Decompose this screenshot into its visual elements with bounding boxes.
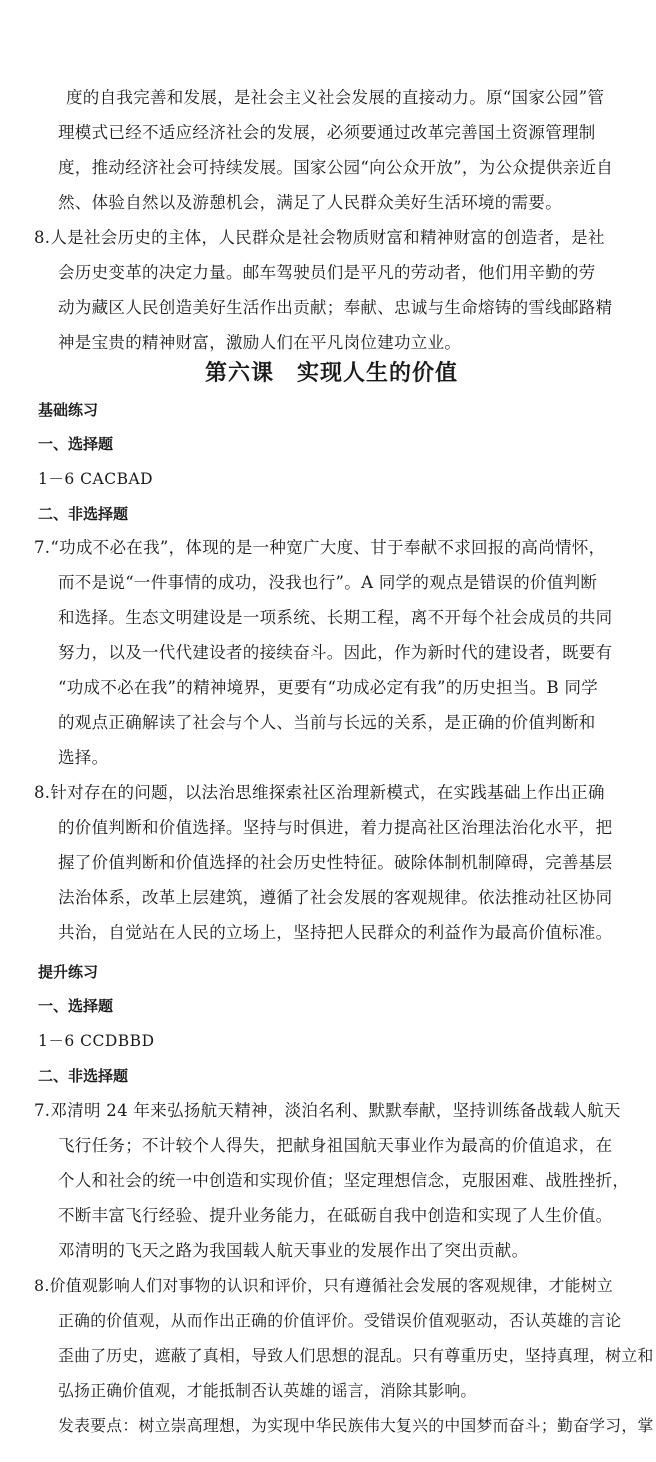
text-line: 不断丰富飞行经验、提升业务能力，在砥砺自我中创造和实现了人生价值。 [58, 1206, 613, 1225]
text-line: 7.“功成不必在我”，体现的是一种宽广大度、甘于奉献不求回报的高尚情怀， [34, 538, 606, 557]
text-line: 飞行任务；不计较个人得失，把献身祖国航天事业作为最高的价值追求，在 [58, 1136, 613, 1155]
text-line: 的价值判断和价值选择。坚持与时俱进，着力提高社区治理法治化水平，把 [58, 818, 613, 837]
text-line: 努力，以及一代代建设者的接续奋斗。因此，作为新时代的建设者，既要有 [58, 643, 613, 662]
text-line: 8.人是社会历史的主体，人民群众是社会物质财富和精神财富的创造者，是社 [34, 228, 605, 247]
section-heading-advanced: 提升练习 [38, 963, 99, 981]
section-heading-basic: 基础练习 [38, 401, 99, 419]
text-line: 7.邓清明 24 年来弘扬航天精神，淡泊名利、默默奉献，坚持训练备战载人航天 [34, 1101, 621, 1120]
nonchoice-heading: 二、非选择题 [38, 1067, 129, 1085]
text-line: “功成不必在我”的精神境界，更要有“功成必定有我”的历史担当。B 同学 [58, 678, 599, 697]
text-line: 弘扬正确价值观，才能抵制否认英雄的谣言，消除其影响。 [58, 1381, 477, 1400]
choice-answers: 1－6 CCDBBD [38, 1032, 155, 1050]
text-line: 的观点正确解读了社会与个人、当前与长远的关系，是正确的价值判断和 [58, 713, 596, 732]
text-line: 正确的价值观，从而作出正确的价值评价。受错误价值观驱动，否认英雄的言论 [58, 1311, 622, 1330]
text-line: 理模式已经不适应经济社会的发展，必须要通过改革完善国土资源管理制 [58, 123, 596, 142]
text-line: 度的自我完善和发展，是社会主义社会发展的直接动力。原“国家公园”管 [66, 88, 605, 107]
text-line: 共治，自觉站在人民的立场上，坚持把人民群众的利益作为最高价值标准。 [58, 923, 613, 942]
nonchoice-heading: 二、非选择题 [38, 505, 129, 523]
text-line: 歪曲了历史，遮蔽了真相，导致人们思想的混乱。只有尊重历史，坚持真理，树立和 [58, 1346, 654, 1365]
text-line: 度，推动经济社会可持续发展。国家公园“向公众开放”，为公众提供亲近自 [58, 158, 614, 177]
choice-heading: 一、选择题 [38, 435, 114, 453]
text-line: 8.价值观影响人们对事物的认识和评价，只有遵循社会发展的客观规律，才能树立 [34, 1276, 614, 1295]
lesson-title: 第六课 实现人生的价值 [205, 360, 459, 386]
text-line: 法治体系，改革上层建筑，遵循了社会发展的客观规律。依法推动社区协同 [58, 888, 613, 907]
text-line: 和选择。生态文明建设是一项系统、长期工程，离不开每个社会成员的共同 [58, 608, 613, 627]
text-line: 8.针对存在的问题，以法治思维探索社区治理新模式，在实践基础上作出正确 [34, 783, 605, 802]
text-line: 发表要点：树立崇高理想，为实现中华民族伟大复兴的中国梦而奋斗；勤奋学习，掌 [58, 1416, 654, 1435]
text-line: 会历史变革的决定力量。邮车驾驶员们是平凡的劳动者，他们用辛勤的劳 [58, 263, 596, 282]
text-line: 然、体验自然以及游憩机会，满足了人民群众美好生活环境的需要。 [58, 193, 562, 212]
text-line: 神是宝贵的精神财富，激励人们在平凡岗位建功立业。 [58, 333, 462, 352]
text-line: 动为藏区人民创造美好生活作出贡献；奉献、忠诚与生命熔铸的雪线邮路精 [58, 298, 613, 317]
text-line: 而不是说“一件事情的成功，没我也行”。A 同学的观点是错误的价值判断 [58, 573, 598, 592]
choice-answers: 1－6 CACBAD [38, 470, 154, 488]
choice-heading: 一、选择题 [38, 997, 114, 1015]
text-line: 邓清明的飞天之路为我国载人航天事业的发展作出了突出贡献。 [58, 1241, 529, 1260]
text-line: 握了价值判断和价值选择的社会历史性特征。破除体制机制障碍，完善基层 [58, 853, 613, 872]
text-line: 个人和社会的统一中创造和实现价值；坚定理想信念，克服困难、战胜挫折， [58, 1171, 630, 1190]
text-line: 选择。 [58, 748, 109, 767]
